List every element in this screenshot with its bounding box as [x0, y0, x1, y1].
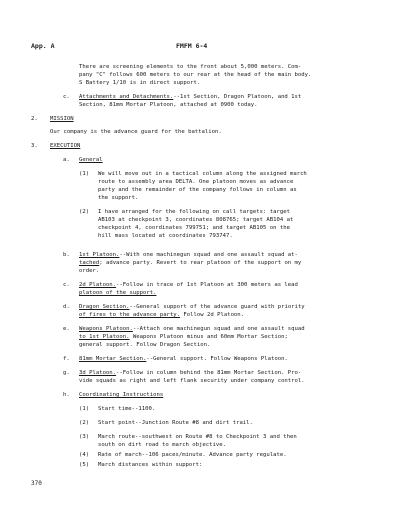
para-b-line-2: tached; advance party. Revert to rear platoon of the support on my: [79, 260, 302, 266]
para-h-number: h.: [63, 392, 70, 398]
para-d-line-1: Dragon Section.--General support of the advance guard with priority: [79, 304, 305, 310]
para-a2-number: (2): [79, 209, 90, 215]
para-h1-text: Start time--1100.: [98, 406, 156, 412]
para-b-line-3: order.: [79, 268, 100, 274]
section-3-title: EXECUTION: [50, 143, 81, 149]
section-2-title: MISSION: [50, 116, 74, 122]
para-h5-text: March distances within support:: [98, 462, 203, 468]
para-a2-line-2: AB103 at checkpoint 3, coordinates 808765; target AB104 at: [98, 217, 294, 223]
para-g-title: 3d Platoon.: [79, 370, 117, 376]
para-e-line-1: Weapons Platoon.--Attach one machinegun squad and one assault squad: [79, 326, 305, 332]
section-2-number: 2.: [31, 116, 38, 122]
para-d-title: Dragon Section.: [79, 304, 130, 310]
section-3-number: 3.: [31, 143, 38, 149]
para-c-number: c.: [63, 94, 70, 100]
para-f-title: 81mm Mortar Section.: [79, 356, 147, 362]
para-c-line-2: Section, 81mm Mortar Platoon, attached at 0900 today.: [79, 102, 258, 108]
para-e-number: e.: [63, 326, 70, 332]
page-number: 370: [31, 480, 42, 487]
para-a-title: General: [79, 157, 103, 163]
para-b-title-continued: tached: [79, 260, 100, 266]
intro-line-1: There are screening elements to the front about 5,000 meters. Com-: [79, 64, 302, 70]
intro-line-2: pany "C" follows 600 meters to our rear at the head of the main body.: [79, 72, 312, 78]
para-c-title: Attachments and Detachments.: [79, 94, 174, 100]
intro-line-3: S Battery 1/10 is in direct support.: [79, 80, 201, 86]
para-h5-number: (5): [79, 462, 90, 468]
para-b-number: b.: [63, 252, 70, 258]
para-d-title-continued: of fires to the advance party.: [79, 312, 181, 318]
para-e-line-3: general support. Follow Dragon Section.: [79, 342, 211, 348]
para-h-title: Coordinating Instructions: [79, 392, 164, 398]
para-c-line-1: Attachments and Detachments.--1st Section, Dragon Platoon, and 1st: [79, 94, 302, 100]
para-h4-number: (4): [79, 452, 90, 458]
para-h3-number: (3): [79, 434, 90, 440]
para-d-line-2: of fires to the advance party. Follow 2d Platoon.: [79, 312, 245, 318]
para-a1-line-1: We will move out in a tactical column along the assigned march: [98, 171, 307, 177]
para-e-title: Weapons Platoon.: [79, 326, 133, 332]
para-c2-line-2: platoon of the support.: [79, 290, 157, 296]
para-f-number: f.: [63, 356, 70, 362]
para-h2-text: Start point--Junction Route #8 and dirt trail.: [98, 420, 253, 426]
para-g-line-1: 3d Platoon.--Follow in column behind the 81mm Mortar Section. Pro-: [79, 370, 302, 376]
para-a2-line-3: checkpoint 4, coordinates 799751; and target AB105 on the: [98, 225, 290, 231]
para-h2-number: (2): [79, 420, 90, 426]
para-g-number: g.: [63, 370, 70, 376]
para-e-line-2: to 1st Platoon. Weapons Platoon minus and 60mm Mortar Section;: [79, 334, 288, 340]
para-c2-title: 2d Platoon.: [79, 282, 117, 288]
para-g-line-2: vide squads as right and left flank security under company control.: [79, 378, 305, 384]
para-a1-line-4: the support.: [98, 195, 139, 201]
para-h3-line-1: March route--southwest on Route #8 to Checkpoint 3 and then: [98, 434, 297, 440]
para-c2-number: c.: [63, 282, 70, 288]
header-appendix: App. A: [31, 42, 55, 50]
para-a1-line-3: party and the remainder of the company follows in column as: [98, 187, 297, 193]
para-h4-text: Rate of march--106 paces/minute. Advance party regulate.: [98, 452, 287, 458]
para-c2-line-1: 2d Platoon.--Follow in trace of 1st Platoon at 300 meters as lead: [79, 282, 298, 288]
para-e-title-continued: to 1st Platoon.: [79, 334, 130, 340]
para-a1-number: (1): [79, 171, 90, 177]
para-a-number: a.: [63, 157, 70, 163]
mission-text: Our company is the advance guard for the battalion.: [50, 129, 222, 135]
para-a2-line-1: I have arranged for the following on call targets: target: [98, 209, 290, 215]
para-a2-line-4: hill mass located at coordinates 793747.: [98, 233, 233, 239]
para-b-line-1: 1st Platoon.--With one machinegun squad and one assault squad at-: [79, 252, 298, 258]
para-f-line-1: 81mm Mortar Section.--General support. Follow Weapons Platoon.: [79, 356, 288, 362]
para-b-title: 1st Platoon.: [79, 252, 120, 258]
para-a1-line-2: route to assembly area DELTA. One platoon moves as advance: [98, 179, 294, 185]
para-d-number: d.: [63, 304, 70, 310]
para-h3-line-2: south on dirt road to march objective.: [98, 442, 226, 448]
para-h1-number: (1): [79, 406, 90, 412]
header-manual-id: FMFM 6-4: [176, 42, 208, 50]
